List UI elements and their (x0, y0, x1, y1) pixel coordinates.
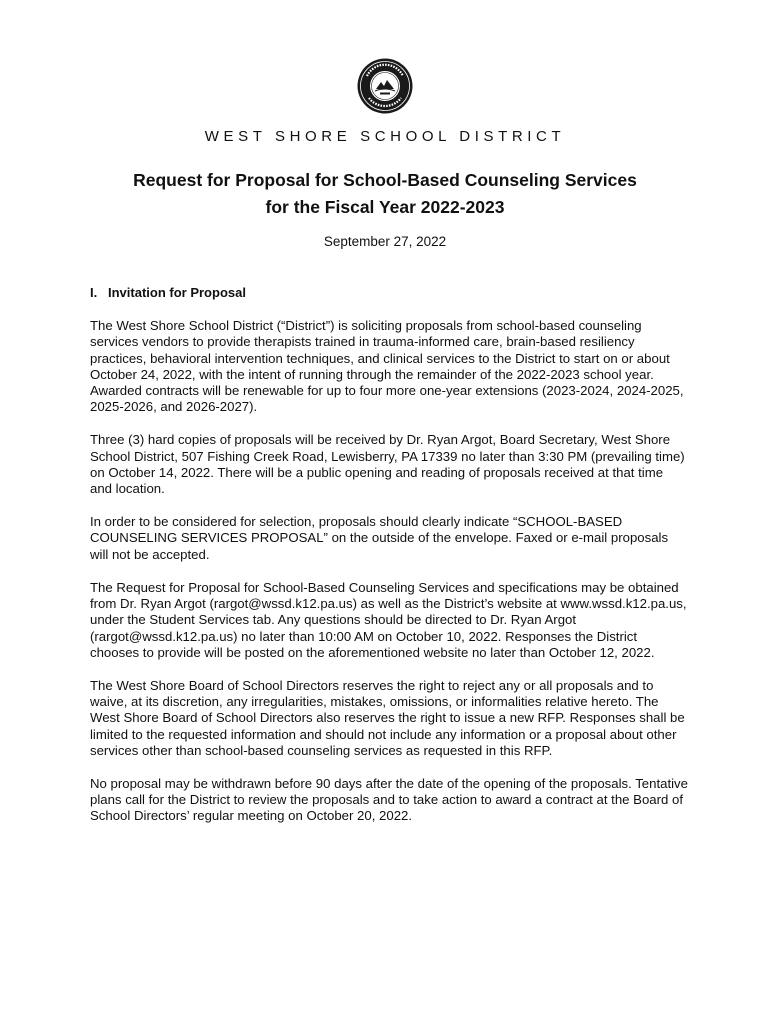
paragraph: No proposal may be withdrawn before 90 days after the date of the opening of the proposals. Tentative plans call for the District to review the proposals and to take action to award a contract at the Board of School Directors’ regular meeting on October 20, 2022. (90, 775, 688, 824)
paragraph: Three (3) hard copies of proposals will be received by Dr. Ryan Argot, Board Secretary, West Shore School District, 507 Fishing Creek Road, Lewisberry, PA 17339 no later than 3:30 PM (prevailing time) on October 14, 2022. There will be a public opening and reading of proposals received at that time and location. (90, 432, 685, 497)
paragraph: The West Shore School District (“District”) is soliciting proposals from school-based counseling services vendors to provide therapists trained in trauma-informed care, brain-based resiliency practices, behavioral intervention techniques, and clinical services to the District to start on or about October 24, 2022, with the intent of running through the remainder of the 2022-2023 school year. Awarded contracts will be renewable for up to four more one-year extensions (2023-2024, 2024-2025, 2025-2026, and 2026-2027). (90, 318, 684, 415)
section-title: Invitation for Proposal (108, 285, 246, 300)
section-heading (90, 285, 246, 300)
body-text (90, 318, 688, 841)
paragraph: The Request for Proposal for School-Based Counseling Services and specifications may be obtained from Dr. Ryan Argot (rargot@wssd.k12.pa.us) as well as the District’s website at www.wssd.k12.pa.us, under the Student Services tab. Any questions should be directed to Dr. Ryan Argot (rargot@wssd.k12.pa.us) no later than 10:00 AM on October 10, 2022. Responses the District chooses to provide will be posted on the aforementioned website no later than October 12, 2022. (90, 579, 687, 660)
title-line-1: Request for Proposal for School-Based Counseling Services (133, 170, 637, 190)
page-title (60, 167, 710, 221)
title-line-2: for the Fiscal Year 2022-2023 (265, 197, 505, 217)
paragraph: In order to be considered for selection, proposals should clearly indicate “SCHOOL-BASED COUNSELING SERVICES PROPOSAL” on the outside of the envelope. Faxed or e-mail proposals will not be accepted. (90, 514, 669, 562)
district-name: WEST SHORE SCHOOL DISTRICT (204, 128, 566, 145)
paragraph: The West Shore Board of School Directors reserves the right to reject any or all proposals and to waive, at its discretion, any irregularities, mistakes, omissions, or informalities relative hereto. The West Shore Board of School Directors also reserves the right to issue a new RFP. Responses shall be limited to the requested information and should not include any information or a proposal about other services other than school-based counseling services as requested in this RFP. (90, 677, 685, 758)
school-seal-icon (357, 58, 413, 114)
section-number: I. (90, 285, 98, 300)
document-date: September 27, 2022 (323, 234, 447, 249)
